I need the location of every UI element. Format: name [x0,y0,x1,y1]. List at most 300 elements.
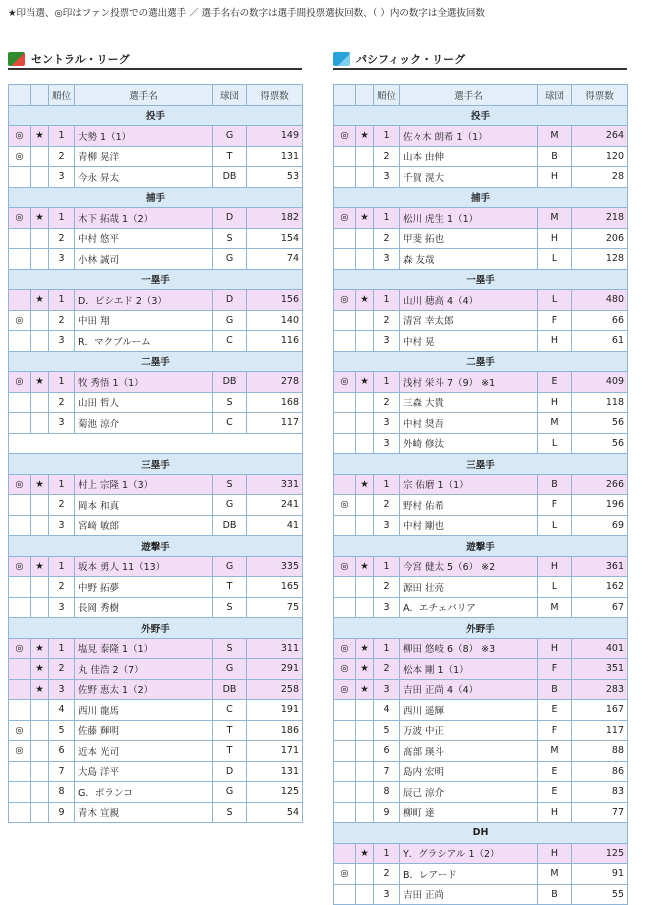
player-name-cell: 大島 洋平 [75,761,213,782]
player-name-cell: 中村 悠平 [75,228,213,249]
header-name: 選手名 [75,85,213,106]
player-name-cell: 坂本 勇人 11（13） [75,556,213,577]
team-cell: F [538,495,572,516]
player-name-cell: 牧 秀悟 1（1） [75,372,213,393]
elected-star-mark [31,413,49,434]
position-label: 投手 [9,105,303,126]
team-cell: L [538,433,572,454]
rank-cell: 9 [49,802,75,823]
position-header-row [9,618,303,639]
rank-cell: 2 [49,310,75,331]
rank-cell: 2 [49,495,75,516]
player-row [9,577,303,598]
player-row [334,864,628,885]
team-cell: T [213,741,247,762]
team-cell: F [538,720,572,741]
rank-cell: 3 [374,413,400,434]
header-rank: 順位 [374,85,400,106]
team-cell: G [213,126,247,147]
rank-cell: 3 [374,515,400,536]
fan-vote-mark [334,228,356,249]
header-votes: 得票数 [247,85,303,106]
fan-vote-mark: ◎ [9,372,31,393]
elected-star-mark: ★ [31,290,49,311]
fan-vote-mark [334,392,356,413]
fan-vote-mark: ◎ [334,126,356,147]
team-cell: D [213,761,247,782]
player-row [9,228,303,249]
rank-cell: 7 [49,761,75,782]
position-header-row [334,536,628,557]
votes-cell: 162 [572,577,628,598]
player-name-cell: 塩見 泰隆 1（1） [75,638,213,659]
player-name-cell: 山本 由伸 [400,146,538,167]
player-row [9,310,303,331]
elected-star-mark: ★ [356,474,374,495]
fan-vote-mark: ◎ [334,864,356,885]
votes-cell: 88 [572,741,628,762]
player-row [334,761,628,782]
player-row [9,802,303,823]
team-cell: H [538,802,572,823]
player-row [334,392,628,413]
header-team: 球団 [538,85,572,106]
position-label: 遊撃手 [334,536,628,557]
team-cell: DB [213,167,247,188]
votes-cell: 120 [572,146,628,167]
player-name-cell: 中村 晃 [400,331,538,352]
votes-cell: 401 [572,638,628,659]
position-label: 外野手 [334,618,628,639]
position-header-row [334,105,628,126]
fan-vote-mark [334,577,356,598]
player-name-cell: 青柳 晃洋 [75,146,213,167]
elected-star-mark [356,515,374,536]
player-name-cell: 清宮 幸太郎 [400,310,538,331]
player-row [9,679,303,700]
rank-cell: 1 [49,290,75,311]
elected-star-mark: ★ [31,679,49,700]
legend-note: ★印当選、◎印はファン投票での選出選手 ／ 選手名右の数字は選手間投票選抜回数、（ ）内の数字は全選抜回数 [8,8,485,19]
player-name-cell: 佐々木 朗希 1（1） [400,126,538,147]
rank-cell: 2 [49,577,75,598]
votes-cell: 55 [572,884,628,905]
votes-cell: 131 [247,761,303,782]
rank-cell: 3 [374,331,400,352]
fan-vote-mark [334,310,356,331]
rank-cell: 1 [49,372,75,393]
rank-cell: 3 [49,515,75,536]
player-row [334,126,628,147]
elected-star-mark: ★ [31,474,49,495]
votes-cell: 480 [572,290,628,311]
team-cell: T [213,577,247,598]
player-row [334,659,628,680]
fan-vote-mark [334,249,356,270]
fan-vote-mark: ◎ [9,208,31,229]
votes-cell: 361 [572,556,628,577]
votes-cell: 54 [247,802,303,823]
team-cell: DB [213,515,247,536]
elected-star-mark [31,249,49,270]
fan-vote-mark: ◎ [9,638,31,659]
elected-star-mark [31,577,49,598]
player-name-cell: Y．グラシアル 1（2） [400,843,538,864]
position-label: 二塁手 [334,351,628,372]
team-cell: M [538,413,572,434]
votes-cell: 91 [572,864,628,885]
votes-cell: 74 [247,249,303,270]
elected-star-mark [356,433,374,454]
player-name-cell: 野村 佑希 [400,495,538,516]
fan-vote-mark: ◎ [334,659,356,680]
votes-cell: 117 [247,413,303,434]
votes-cell: 83 [572,782,628,803]
fan-vote-mark [9,679,31,700]
pacific-league-header [333,50,627,70]
rank-cell: 3 [49,331,75,352]
elected-star-mark [356,597,374,618]
elected-star-mark [31,802,49,823]
player-row [9,126,303,147]
team-cell: G [213,659,247,680]
fan-vote-mark [9,597,31,618]
player-name-cell: 宮﨑 敏郎 [75,515,213,536]
position-header-row [9,269,303,290]
pacific-league-panel [333,50,627,905]
votes-cell: 331 [247,474,303,495]
spacer-row [9,433,303,454]
elected-star-mark: ★ [31,556,49,577]
fan-vote-mark: ◎ [9,310,31,331]
header-name: 選手名 [400,85,538,106]
position-header-row [334,454,628,475]
player-name-cell: 源田 壮亮 [400,577,538,598]
elected-star-mark [356,884,374,905]
team-cell: L [538,577,572,598]
player-row [9,556,303,577]
elected-star-mark [31,741,49,762]
votes-cell: 167 [572,700,628,721]
player-name-cell: 岡本 和真 [75,495,213,516]
team-cell: S [213,474,247,495]
elected-star-mark [31,167,49,188]
player-row [334,597,628,618]
fan-vote-mark [334,761,356,782]
team-cell: G [213,249,247,270]
elected-star-mark [356,864,374,885]
player-row [9,495,303,516]
player-row [334,495,628,516]
elected-star-mark: ★ [31,126,49,147]
player-row [334,782,628,803]
rank-cell: 1 [49,208,75,229]
fan-vote-mark: ◎ [9,474,31,495]
fan-vote-mark [9,290,31,311]
fan-vote-mark [334,741,356,762]
player-row [9,146,303,167]
rank-cell: 3 [374,679,400,700]
team-cell: F [538,310,572,331]
team-cell: D [213,208,247,229]
elected-star-mark: ★ [356,208,374,229]
player-row [9,597,303,618]
player-name-cell: 森 友哉 [400,249,538,270]
elected-star-mark [31,597,49,618]
player-row [334,290,628,311]
player-row [334,577,628,598]
votes-cell: 118 [572,392,628,413]
fan-vote-mark [334,515,356,536]
position-label: DH [334,823,628,844]
central-league-title: セントラル・リーグ [31,53,130,66]
team-cell: S [213,638,247,659]
team-cell: DB [213,372,247,393]
votes-cell: 67 [572,597,628,618]
rank-cell: 1 [374,474,400,495]
elected-star-mark: ★ [31,372,49,393]
player-name-cell: 西川 遥輝 [400,700,538,721]
elected-star-mark: ★ [31,208,49,229]
player-name-cell: 大勢 1（1） [75,126,213,147]
player-row [9,720,303,741]
rank-cell: 1 [49,474,75,495]
elected-star-mark [31,392,49,413]
team-cell: E [538,761,572,782]
fan-vote-mark [9,392,31,413]
elected-star-mark [31,228,49,249]
rank-cell: 2 [49,659,75,680]
player-name-cell: 髙部 瑛斗 [400,741,538,762]
rank-cell: 1 [49,556,75,577]
player-name-cell: 浅村 栄斗 7（9） ※1 [400,372,538,393]
player-row [334,413,628,434]
player-name-cell: 中野 拓夢 [75,577,213,598]
votes-cell: 171 [247,741,303,762]
fan-vote-mark [334,884,356,905]
votes-cell: 168 [247,392,303,413]
team-cell: C [213,331,247,352]
votes-cell: 409 [572,372,628,393]
rank-cell: 6 [49,741,75,762]
votes-cell: 69 [572,515,628,536]
votes-cell: 206 [572,228,628,249]
votes-cell: 128 [572,249,628,270]
team-cell: H [538,331,572,352]
team-cell: H [538,228,572,249]
player-row [9,741,303,762]
rank-cell: 2 [374,228,400,249]
team-cell: H [538,556,572,577]
votes-cell: 156 [247,290,303,311]
player-name-cell: 佐野 恵太 1（2） [75,679,213,700]
player-name-cell: A．エチェバリア [400,597,538,618]
votes-cell: 335 [247,556,303,577]
votes-cell: 125 [572,843,628,864]
rank-cell: 7 [374,761,400,782]
rank-cell: 1 [374,372,400,393]
team-cell: H [538,638,572,659]
player-name-cell: 島内 宏明 [400,761,538,782]
fan-vote-mark: ◎ [9,720,31,741]
player-name-cell: 村上 宗隆 1（3） [75,474,213,495]
player-name-cell: 宗 佑磨 1（1） [400,474,538,495]
player-row [334,433,628,454]
position-label: 二塁手 [9,351,303,372]
player-row [334,310,628,331]
fan-vote-mark [334,700,356,721]
team-cell: B [538,474,572,495]
team-cell: B [538,884,572,905]
fan-vote-mark [334,597,356,618]
player-name-cell: 佐藤 輝明 [75,720,213,741]
rank-cell: 3 [49,413,75,434]
player-name-cell: 長岡 秀樹 [75,597,213,618]
pacific-league-title: パシフィック・リーグ [356,53,466,66]
player-name-cell: 松川 虎生 1（1） [400,208,538,229]
votes-cell: 182 [247,208,303,229]
fan-vote-mark [9,577,31,598]
rank-cell: 1 [49,126,75,147]
elected-star-mark [356,392,374,413]
header-team: 球団 [213,85,247,106]
fan-vote-mark [9,515,31,536]
rank-cell: 3 [49,597,75,618]
fan-vote-mark [334,720,356,741]
position-label: 一塁手 [334,269,628,290]
fan-vote-mark [9,249,31,270]
player-row [9,208,303,229]
player-row [334,228,628,249]
pacific-league-logo-icon [333,52,350,66]
player-row [334,802,628,823]
player-name-cell: 今永 昇太 [75,167,213,188]
position-header-row [334,269,628,290]
player-row [334,884,628,905]
rank-cell: 3 [374,249,400,270]
votes-cell: 116 [247,331,303,352]
position-label: 遊撃手 [9,536,303,557]
fan-vote-mark: ◎ [9,556,31,577]
votes-cell: 53 [247,167,303,188]
elected-star-mark [31,720,49,741]
team-cell: L [538,290,572,311]
player-row [334,372,628,393]
team-cell: T [213,720,247,741]
elected-star-mark [31,495,49,516]
fan-vote-mark [334,167,356,188]
elected-star-mark [31,761,49,782]
votes-cell: 56 [572,413,628,434]
position-header-row [334,187,628,208]
player-row [334,331,628,352]
fan-vote-mark [9,802,31,823]
team-cell: DB [213,679,247,700]
rank-cell: 2 [374,495,400,516]
team-cell: E [538,782,572,803]
fan-vote-mark: ◎ [334,372,356,393]
player-name-cell: 小林 誠司 [75,249,213,270]
player-name-cell: B．レアード [400,864,538,885]
player-name-cell: 山田 哲人 [75,392,213,413]
player-row [334,720,628,741]
position-header-row [334,351,628,372]
team-cell: H [538,167,572,188]
position-label: 一塁手 [9,269,303,290]
team-cell: S [213,802,247,823]
player-name-cell: 中村 剛也 [400,515,538,536]
player-row [334,208,628,229]
player-row [9,782,303,803]
elected-star-mark [356,146,374,167]
fan-vote-mark [9,167,31,188]
team-cell: M [538,741,572,762]
player-row [334,700,628,721]
votes-cell: 186 [247,720,303,741]
elected-star-mark: ★ [356,843,374,864]
elected-star-mark [356,741,374,762]
player-name-cell: 甲斐 拓也 [400,228,538,249]
player-row [334,638,628,659]
rank-cell: 2 [374,659,400,680]
rank-cell: 6 [374,741,400,762]
player-row [334,556,628,577]
player-name-cell: 西川 龍馬 [75,700,213,721]
fan-vote-mark [9,659,31,680]
player-row [334,474,628,495]
rank-cell: 3 [374,167,400,188]
position-label: 投手 [334,105,628,126]
elected-star-mark: ★ [356,372,374,393]
team-cell: G [213,310,247,331]
elected-star-mark: ★ [356,659,374,680]
votes-cell: 258 [247,679,303,700]
position-label: 外野手 [9,618,303,639]
rank-cell: 5 [374,720,400,741]
player-name-cell: 中村 奨吾 [400,413,538,434]
position-label: 三塁手 [9,454,303,475]
player-name-cell: 万波 中正 [400,720,538,741]
elected-star-mark [356,331,374,352]
votes-cell: 241 [247,495,303,516]
elected-star-mark [356,495,374,516]
elected-star-mark [356,802,374,823]
elected-star-mark [31,331,49,352]
elected-star-mark [356,228,374,249]
fan-vote-mark: ◎ [9,741,31,762]
votes-cell: 56 [572,433,628,454]
player-name-cell: 辰己 涼介 [400,782,538,803]
team-cell: M [538,208,572,229]
votes-cell: 66 [572,310,628,331]
player-row [9,167,303,188]
player-name-cell: D．ビシエド 2（3） [75,290,213,311]
rank-cell: 8 [49,782,75,803]
votes-cell: 311 [247,638,303,659]
team-cell: H [538,843,572,864]
position-header-row [9,351,303,372]
team-cell: C [213,413,247,434]
team-cell: M [538,126,572,147]
votes-cell: 196 [572,495,628,516]
team-cell: B [538,679,572,700]
rank-cell: 1 [374,208,400,229]
player-row [334,843,628,864]
position-header-row [9,187,303,208]
header-votes: 得票数 [572,85,628,106]
team-cell: E [538,372,572,393]
elected-star-mark: ★ [356,126,374,147]
